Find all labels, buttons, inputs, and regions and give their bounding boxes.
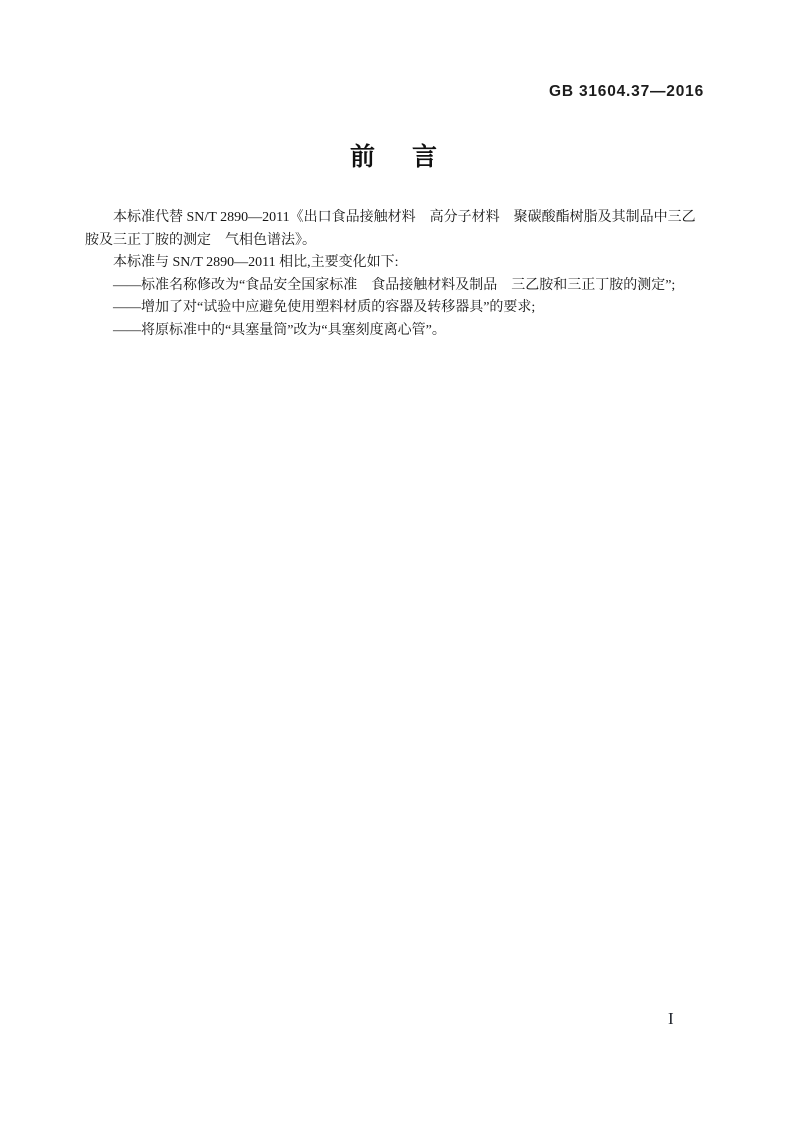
body-line: 胺及三正丁胺的测定 气相色谱法》。 xyxy=(85,232,316,248)
body-line: ——标准名称修改为“食品安全国家标准 食品接触材料及制品 三乙胺和三正丁胺的测定”; xyxy=(113,277,676,293)
foreword-body xyxy=(85,207,725,342)
page-number: I xyxy=(668,1009,674,1028)
body-line: ——增加了对“试验中应避免使用塑料材质的容器及转移器具”的要求; xyxy=(113,300,536,315)
body-line: 本标准代替 SN/T 2890—2011《出口食品接触材料 高分子材料 聚碳酸酯树脂及其制品中三乙 xyxy=(113,210,696,225)
body-line: ——将原标准中的“具塞量筒”改为“具塞刻度离心管”。 xyxy=(113,322,446,338)
page-title: 前 言 xyxy=(349,144,443,171)
standard-code: GB 31604.37—2016 xyxy=(549,83,704,100)
body-line: 本标准与 SN/T 2890—2011 相比,主要变化如下: xyxy=(113,255,399,270)
